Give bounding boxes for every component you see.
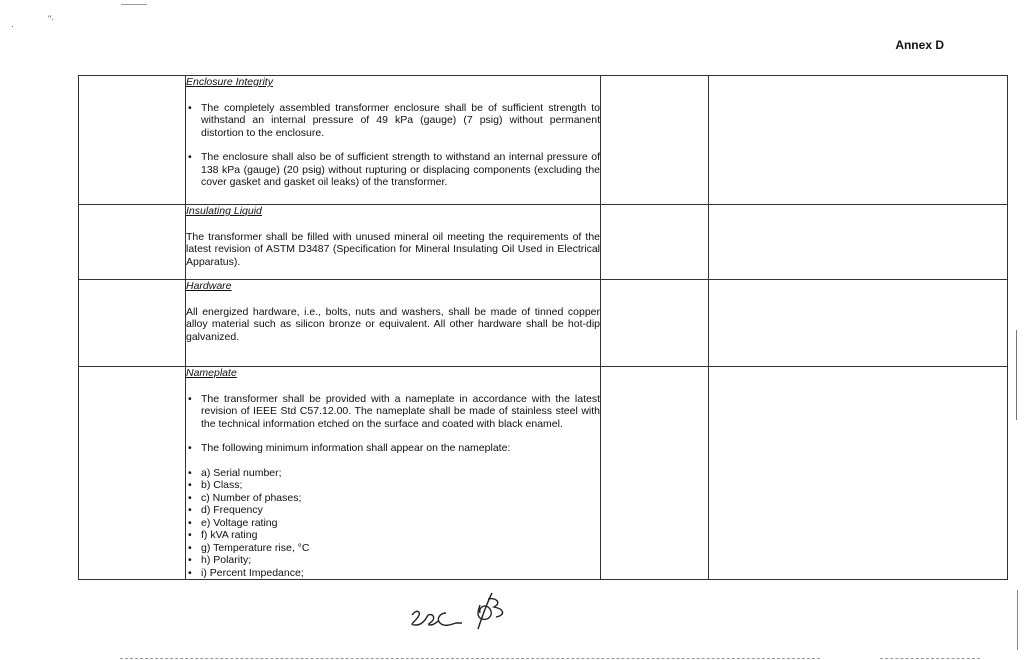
bullet-item: • The transformer shall be provided with a nameplate in accordance with the latest revision of IEEE Std C57.12.00. The nameplate shall be made of stainless steel with the technical information etched on the surface and coated with black enamel.	[201, 393, 600, 431]
table-row-insulating-liquid	[79, 205, 1008, 280]
list-item: • h) Polarity;	[201, 554, 600, 567]
list-item: • g) Temperature rise, °C	[201, 542, 600, 555]
nameplate-info-list	[201, 467, 600, 580]
remarks-cell	[709, 367, 1008, 580]
scan-speck: ·	[11, 21, 14, 31]
bullet-item: • The completely assembled transformer enclosure shall be of sufficient strength to withstand an internal pressure of 49 kPa (gauge) (7 psig) without permanent distortion to the enclosure.	[201, 102, 600, 140]
annex-label: Annex D	[895, 38, 944, 52]
bullet-text: The following minimum information shall appear on the nameplate:	[201, 442, 511, 454]
compliance-cell	[601, 205, 709, 280]
item-cell	[79, 280, 186, 367]
requirement-cell	[186, 205, 601, 280]
section-text: All energized hardware, i.e., bolts, nuts and washers, shall be made of tinned copper alloy material such as silicon bronze or equivalent. All other hardware shall be hot-dip galvanized.	[186, 305, 600, 343]
remarks-cell	[709, 205, 1008, 280]
list-item: • i) Percent Impedance;	[201, 567, 600, 580]
compliance-cell	[601, 367, 709, 580]
specification-table	[78, 75, 1008, 580]
section-heading: Insulating Liquid	[186, 205, 262, 217]
list-item: • f) kVA rating	[201, 529, 600, 542]
list-item: • b) Class;	[201, 479, 600, 492]
remarks-cell	[709, 280, 1008, 367]
item-cell	[79, 205, 186, 280]
bullet-item	[201, 442, 600, 579]
bullet-item: • The enclosure shall also be of sufficient strength to withstand an internal pressure of 138 kPa (gauge) (20 psig) without rupturing or displacing components (excluding the cover gasket and gasket oil leaks) of the transformer.	[201, 151, 600, 189]
table-row-nameplate	[79, 367, 1008, 580]
list-item: • c) Number of phases;	[201, 492, 600, 505]
item-cell	[79, 76, 186, 205]
signature-drawing	[390, 585, 530, 645]
scan-edge-line	[1016, 330, 1017, 420]
requirement-cell	[186, 76, 601, 205]
item-cell	[79, 367, 186, 580]
section-heading: Enclosure Integrity	[186, 76, 273, 88]
bullet-list	[186, 102, 600, 189]
scan-speck: "·	[48, 14, 55, 24]
compliance-cell	[601, 280, 709, 367]
scan-edge-line	[880, 658, 980, 659]
scan-mark	[121, 4, 147, 5]
handwritten-initials	[390, 585, 530, 645]
requirement-cell	[186, 280, 601, 367]
compliance-cell	[601, 76, 709, 205]
list-item: • a) Serial number;	[201, 467, 600, 480]
bullet-list	[186, 393, 600, 580]
list-item: • e) Voltage rating	[201, 517, 600, 530]
section-heading: Hardware	[186, 280, 232, 292]
section-heading: Nameplate	[186, 367, 237, 379]
requirement-cell	[186, 367, 601, 580]
scan-edge-line	[1017, 590, 1018, 650]
table-row-hardware	[79, 280, 1008, 367]
list-item: • d) Frequency	[201, 504, 600, 517]
section-text: The transformer shall be filled with unused mineral oil meeting the requirements of the latest revision of ASTM D3487 (Specification for Mineral Insulating Oil Used in Electrical Apparatus).	[186, 230, 600, 268]
remarks-cell	[709, 76, 1008, 205]
table-row-enclosure-integrity	[79, 76, 1008, 205]
scan-edge-line	[120, 658, 820, 659]
